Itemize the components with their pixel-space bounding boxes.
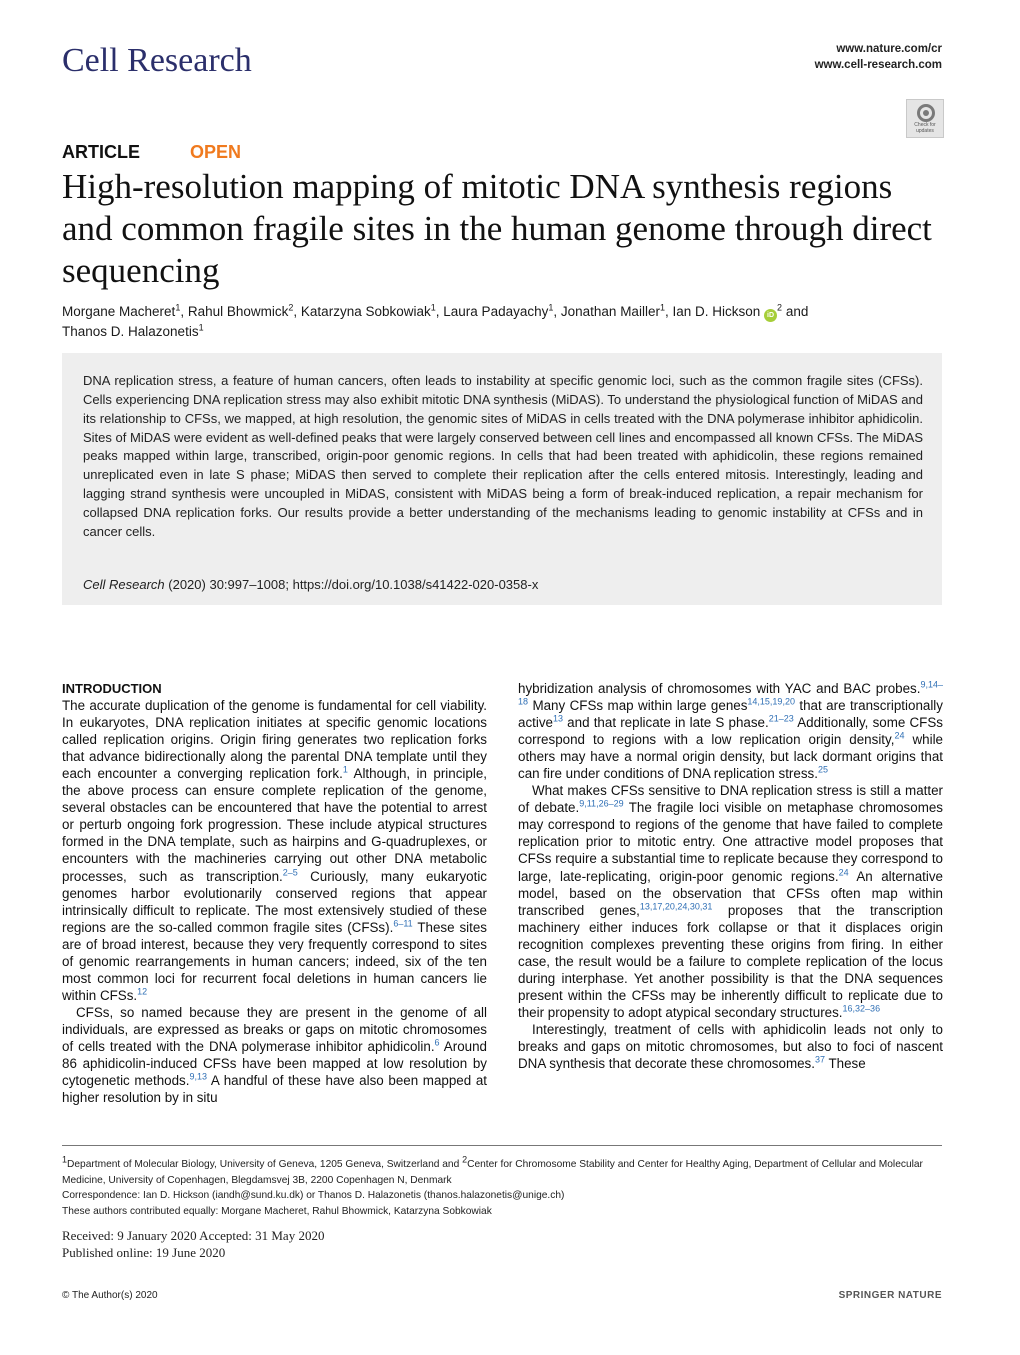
body-column-left	[62, 680, 487, 1106]
published-date: Published online: 19 June 2020	[62, 1245, 226, 1260]
affiliation-1: Department of Molecular Biology, University of Geneva, 1205 Geneva, Switzerland and	[67, 1159, 463, 1170]
equal-contribution-note: These authors contributed equally: Morgane Macheret, Rahul Bhowmick, Katarzyna Sobkowiak	[62, 1205, 492, 1217]
affiliation-mark: 1	[62, 1154, 68, 1165]
badge-label: Check for updates	[914, 122, 936, 134]
author-name: Rahul Bhowmick	[187, 304, 289, 319]
body-paragraph: Interestingly, treatment of cells with aphidicolin leads not only to breaks and gaps on mitotic chromosomes, but also to foci of nascent DNA synthesis that decorate these chromosomes.$^{37}$ These	[518, 1021, 943, 1072]
body-paragraph: What makes CFSs sensitive to DNA replication stress is still a matter of debate.$^{9,11,26-29}$ The fragile loci visible on metaphase chromosomes may correspond to regions of the genome that have failed to complete replication prior to mitotic entry. One attractive model proposes that CFSs require a substantial time to replicate because they correspond to large, late-replicating, origin-poor genomic regions.$^{24}$ An alternative model, based on the observation that CFSs often map within transcribed genes,$^{13,17,20,24,30,31}$ proposes that the transcription machinery either induces fork collapse or that it displaces origin recognition complexes preventing these origins from firing. In either case, the result would be a failure to complete replication of the locus during interphase. Yet another possibility is that the DNA sequences present within the CFSs may be inherently difficult to replicate due to their propensity to adopt atypical secondary structures.$^{16,32-36}$	[518, 783, 944, 1020]
citation-reference[interactable]: 13	[552, 713, 563, 724]
body-paragraph: hybridization analysis of chromosomes with YAC and BAC probes.$^{9,14-18}$ Many CFSs map within large genes$^{14,15,19,20}$ that are transcriptionally active$^{13}$ and that replicate in late S phase.$^{21-23}$ Additionally, some CFSs correspond to regions with a low replication origin density,$^{24}$ while others may have a normal origin density, but lack dormant origins that can fire under conditions of DNA replication stress.$^{25}$	[518, 679, 943, 782]
citation-reference[interactable]: 24	[838, 867, 849, 878]
article-title: High-resolution mapping of mitotic DNA synthesis regions and common fragile sites in the human genome through direct sequencing	[62, 167, 932, 290]
article-dates	[62, 1227, 324, 1261]
citation-reference[interactable]: 1	[342, 764, 348, 775]
citation-reference[interactable]: 9,11,26–29	[579, 798, 624, 809]
author-affiliation: 1	[659, 302, 665, 313]
url-cell-research[interactable]: www.cell-research.com	[814, 59, 942, 71]
author-affiliation: 1	[548, 302, 554, 313]
body-paragraph: CFSs, so named because they are present in the genome of all individuals, are expressed as breaks or gaps on mitotic chromosomes of cells treated with the DNA polymerase inhibitor aphidicolin.$^6$ Around 86 aphidicolin-induced CFSs have been mapped at low resolution by cytogenetic methods.$^{9,13}$ A handful of these have also been mapped at higher resolution by in situ	[62, 1004, 487, 1106]
citation-reference[interactable]: 9,13	[189, 1071, 207, 1082]
authors-conjunction: and	[785, 304, 809, 319]
author-affiliation: 2	[288, 302, 294, 313]
url-nature[interactable]: www.nature.com/cr	[836, 43, 942, 55]
citation-reference[interactable]: 9,14–18	[518, 679, 943, 707]
citation-journal: Cell Research	[83, 577, 165, 592]
abstract-text: DNA replication stress, a feature of human cancers, often leads to instability at specific genomic loci, such as the common fragile sites (CFSs). Cells experiencing DNA replication stress may also exhibit mitotic DNA synthesis (MiDAS). To understand the physiological function of MiDAS and its relationship to CFSs, we mapped, at high resolution, the genomic sites of MiDAS in cells treated with the DNA polymerase inhibitor aphidicolin. Sites of MiDAS were evident as well-defined peaks that were largely conserved between cell lines and encompassed all known CFSs. The MiDAS peaks mapped within large, transcribed, origin-poor genomic regions. In cells that had been treated with aphidicolin, these regions remained unreplicated even in late S phase; MiDAS then served to complete their replication after the cells entered mitosis. Interestingly, leading and lagging strand synthesis were uncoupled in MiDAS, consistent with MiDAS being a form of break-induced replication, a repair mechanism for collapsed DNA replication forks. Our results provide a better understanding of the mechanisms leading to genomic instability at CFSs and in cancer cells.	[83, 373, 923, 539]
author-name: Katarzyna Sobkowiak	[300, 304, 431, 319]
citation-reference[interactable]: 13,17,20,24,30,31	[639, 901, 713, 912]
author-affiliation: 1	[430, 302, 436, 313]
section-heading-introduction: INTRODUCTION	[62, 681, 162, 696]
footnotes	[62, 1154, 942, 1219]
check-for-updates-badge[interactable]	[906, 99, 944, 138]
body-paragraph: The accurate duplication of the genome is fundamental for cell viability. In eukaryotes, DNA replication initiates at specific genomic locations called replication origins. Origin firing generates two replication forks that advance bidirectionally along the parental DNA template until they each encounter a converging replication fork.$^1$ Although, in principle, the above process can ensure complete replication of the genome, several obstacles can be encountered that have the potential to arrest or perturb ongoing fork progression. These include atypical structures formed in the DNA template, such as hairpins and G-quadruplexes, or encounters with the machineries carrying out other DNA metabolic processes, such as transcription.$^{2-5}$ Curiously, many eukaryotic genomes harbor evolutionarily conserved regions that appear intrinsically difficult to replicate. The most extensively studied of these regions are the so-called common fragile sites (CFSs).$^{6-11}$ These sites are of broad interest, because they very frequently correspond to sites of genomic rearrangements in human cancers; indeed, six of the ten most common loci for recurrent focal deletions in human cancers lie within CFSs.$^{12}$	[62, 698, 487, 1003]
citation-reference[interactable]: 6	[434, 1037, 440, 1048]
author-list: Morgane Macheret$^1$, Rahul Bhowmick$^2$, Katarzyna Sobkowiak$^1$, Laura Padayachy$^1$, Jonathan Mailler$^1$, Ian D. Hickson $iD^2$ and Thanos D. Halazonetis$^1$	[62, 302, 809, 339]
author-affiliation: 1	[175, 302, 181, 313]
article-type-label: ARTICLE	[62, 142, 140, 162]
affiliations	[62, 1154, 942, 1188]
footnote-divider	[62, 1145, 942, 1146]
journal-name: Cell Research	[62, 42, 252, 79]
copyright-notice: © The Author(s) 2020	[62, 1290, 158, 1301]
affiliation-mark: 2	[462, 1154, 468, 1165]
open-access-label: OPEN	[190, 142, 242, 162]
received-accepted-dates: Received: 9 January 2020 Accepted: 31 May 2020	[62, 1228, 325, 1243]
author-affiliation: 2	[777, 302, 783, 313]
citation-reference[interactable]: 24	[894, 730, 905, 741]
citation-reference[interactable]: 6–11	[393, 918, 413, 929]
orcid-icon[interactable]: iD	[764, 309, 777, 322]
author-affiliation: 1	[198, 322, 204, 333]
body-column-right	[518, 680, 943, 1072]
citation-reference[interactable]: 12	[137, 986, 148, 997]
citation-reference[interactable]: 25	[817, 764, 828, 775]
update-icon	[917, 104, 935, 122]
left-column-body	[62, 697, 487, 1106]
correspondence-note: Correspondence: Ian D. Hickson (iandh@sund.ku.dk) or Thanos D. Halazonetis (thanos.halazonetis@unige.ch)	[62, 1190, 565, 1202]
author-name: Morgane Macheret	[62, 304, 176, 319]
author-name: Thanos D. Halazonetis	[62, 324, 199, 339]
author-name: Jonathan Mailler	[560, 304, 660, 319]
citation-reference[interactable]: 21–23	[768, 713, 794, 724]
author-name: Ian D. Hickson	[672, 304, 761, 319]
citation-line	[83, 577, 923, 592]
affiliation-2: Center for Chromosome Stability and Center for Healthy Aging, Department of Cellular and Molecular Medicine, University of Copenhagen, Blegdamsvej 3B, 2200 Copenhagen N, Denmark	[62, 1159, 923, 1186]
citation-reference[interactable]: 16,32–36	[842, 1003, 881, 1014]
publisher-logo: SPRINGER NATURE	[838, 1290, 942, 1301]
citation-details[interactable]: (2020) 30:997–1008; https://doi.org/10.1038/s41422-020-0358-x	[164, 577, 539, 592]
citation-reference[interactable]: 37	[814, 1054, 825, 1065]
citation-reference[interactable]: 14,15,19,20	[747, 696, 795, 707]
citation-reference[interactable]: 2–5	[282, 867, 298, 878]
journal-urls	[815, 41, 942, 73]
author-name: Laura Padayachy	[443, 304, 549, 319]
